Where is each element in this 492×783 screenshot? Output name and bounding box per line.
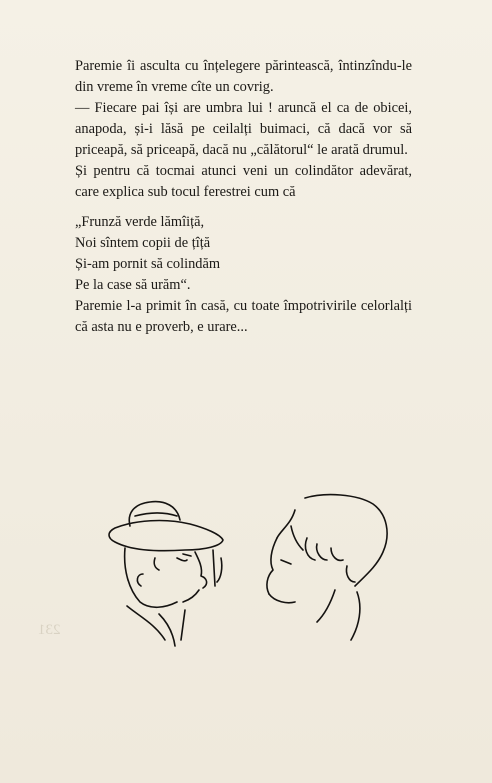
paragraph-1: Paremie îi asculta cu înțelegere părintească, întinzîndu-le din vreme în vreme cîte un covrig. [75, 58, 412, 95]
paragraph-2: — Fiecare pai își are umbra lui ! aruncă el ca de obicei, anapoda, și-i lăsă pe ceilalți buimaci, că dacă vor să priceapă, să priceapă, dacă nu „călătorul“ le arată drumul. [75, 100, 412, 158]
paragraph-3: Și pentru că tocmai atunci veni un colindător adevărat, care explica sub tocul ferestrei cum că [75, 163, 412, 200]
bleed-through-page-number: 231 [38, 622, 61, 638]
verse-line-1: „Frunză verde lămîiță, [75, 214, 205, 230]
verse-line-3: Și-am pornit să colindăm [75, 256, 221, 272]
profile-sketch [267, 495, 387, 640]
verse-line-4: Pe la case să urăm“. [75, 277, 191, 293]
verse-line-2: Noi sîntem copii de țîță [75, 235, 211, 251]
ink-sketch-two-faces [95, 490, 395, 650]
hat-man-sketch [109, 502, 223, 646]
body-text [75, 56, 412, 338]
closing-paragraph: Paremie l-a primit în casă, cu toate împotrivirile celorlalți că asta nu e proverb, e urare... [75, 298, 412, 335]
colind-verse [75, 212, 412, 296]
